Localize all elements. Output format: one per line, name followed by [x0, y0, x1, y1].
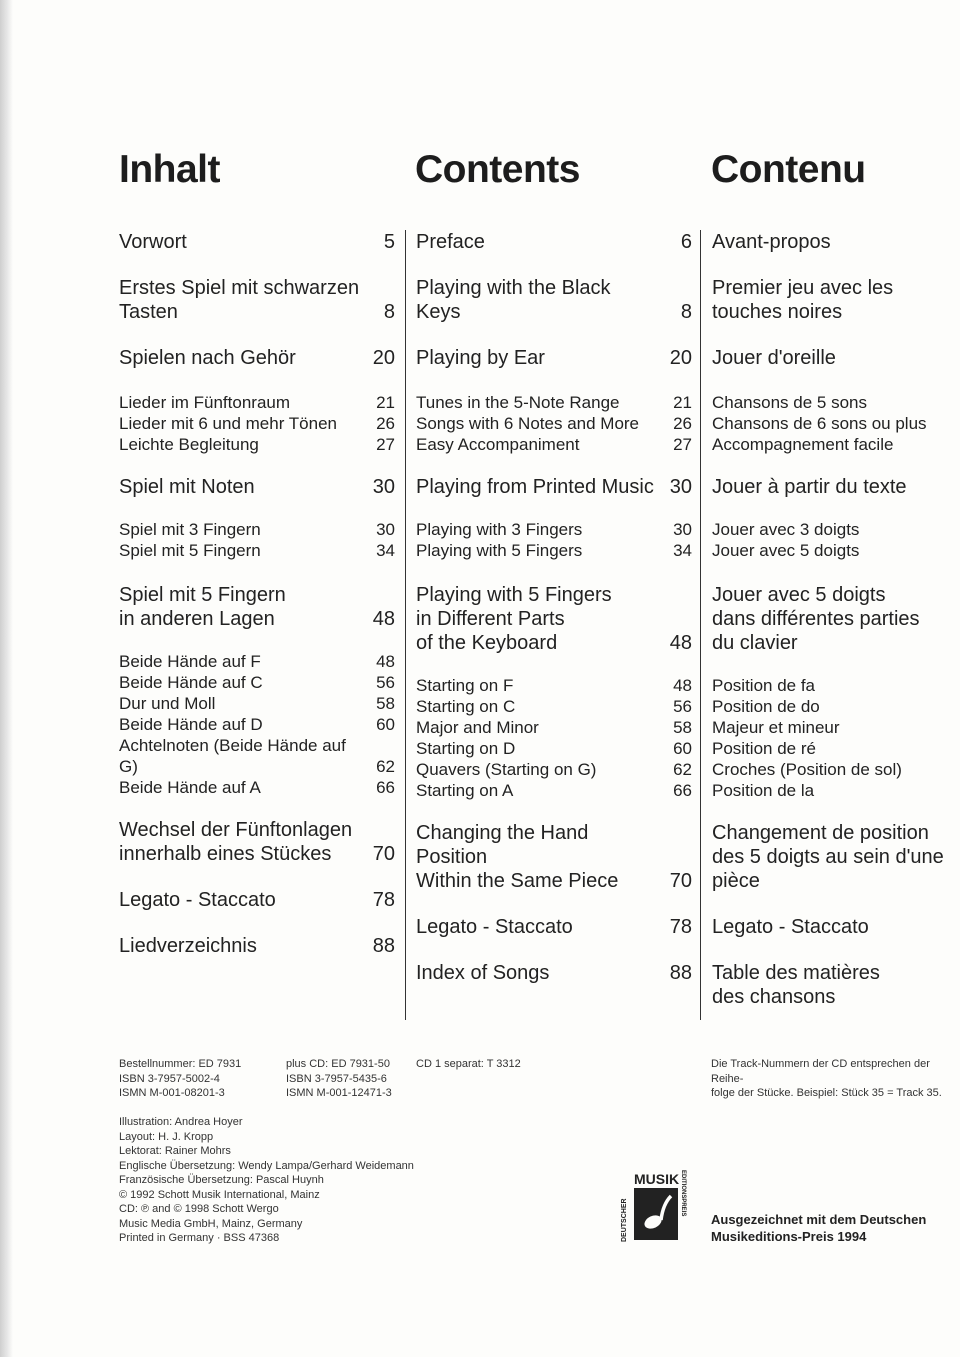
toc-entry-page: 48 — [372, 608, 395, 630]
toc-entry-english — [416, 961, 692, 985]
toc-entry-title: Playing with 3 Fingers — [416, 520, 583, 539]
toc-entry-page: 8 — [383, 301, 395, 323]
logo-left-text: DEUTSCHER — [621, 1198, 628, 1242]
toc-entry-german — [119, 777, 395, 798]
toc-entry-title: Position de do — [712, 697, 820, 716]
toc-entry-french — [712, 821, 960, 893]
toc-entry-page: 70 — [372, 843, 395, 865]
toc-entry-french — [712, 392, 960, 413]
toc-entry-french — [712, 475, 960, 499]
toc-entry-title: Changing the Hand Position Within the Same Piece — [416, 822, 619, 892]
toc-entry-english — [416, 346, 692, 370]
toc-column-german — [119, 230, 395, 958]
toc-entry-page: 66 — [376, 778, 395, 797]
toc-spacer — [416, 801, 692, 821]
toc-spacer — [119, 798, 395, 818]
toc-entry-french — [712, 780, 960, 801]
toc-spacer — [119, 912, 395, 934]
toc-entry-french — [712, 717, 960, 738]
toc-spacer — [712, 939, 960, 961]
toc-entry-title: Position de la — [712, 781, 815, 800]
toc-entry-english — [416, 821, 692, 893]
toc-entry-title: Legato - Staccato — [712, 916, 869, 938]
page-edge-shadow — [0, 0, 13, 1357]
toc-entry-title: Playing with the Black Keys — [416, 277, 611, 323]
cd-separate: CD 1 separat: T 3312 — [416, 1058, 521, 1070]
toc-entry-page: 27 — [376, 435, 395, 454]
toc-entry-english — [416, 696, 692, 717]
toc-entry-page: 48 — [376, 652, 395, 671]
toc-entry-french — [712, 759, 960, 780]
toc-entry-page: 62 — [673, 760, 692, 779]
toc-entry-title: Vorwort — [119, 231, 187, 253]
toc-entry-page: 78 — [669, 916, 692, 938]
toc-entry-title: Quavers (Starting on G) — [416, 760, 597, 779]
toc-entry-french — [712, 675, 960, 696]
toc-entry-page: 30 — [372, 476, 395, 498]
award-text: Ausgezeichnet mit dem Deutschen Musikeditions-Preis 1994 — [711, 1212, 927, 1244]
toc-entry-title: Achtelnoten (Beide Hände auf G) — [119, 736, 346, 776]
toc-entry-title: Premier jeu avec les touches noires — [712, 277, 894, 323]
toc-entry-title: Easy Accompaniment — [416, 435, 580, 454]
toc-entry-title: Changement de position des 5 doigts au sein d'une pièce — [712, 822, 944, 892]
toc-entry-english — [416, 583, 692, 655]
toc-entry-english — [416, 276, 692, 324]
toc-entry-german — [119, 735, 395, 777]
toc-entry-french — [712, 519, 960, 540]
toc-entry-title: Beide Hände auf A — [119, 778, 261, 797]
toc-entry-title: Chansons de 5 sons — [712, 393, 867, 412]
toc-entry-title: Position de fa — [712, 676, 816, 695]
toc-entry-page: 34 — [376, 541, 395, 560]
toc-entry-title: Lieder im Fünftonraum — [119, 393, 291, 412]
toc-spacer — [416, 499, 692, 519]
toc-entry-title: Starting on C — [416, 697, 516, 716]
toc-spacer — [712, 893, 960, 915]
toc-spacer — [119, 324, 395, 346]
toc-entry-page: 78 — [372, 889, 395, 911]
toc-entry-french — [712, 346, 960, 370]
toc-entry-page: 56 — [376, 673, 395, 692]
toc-entry-page: 88 — [372, 935, 395, 957]
toc-entry-french — [712, 915, 960, 939]
toc-entry-french — [712, 540, 960, 561]
logo-top-text: MUSIK — [634, 1171, 680, 1187]
toc-entry-german — [119, 413, 395, 434]
toc-entry-page: 30 — [376, 520, 395, 539]
toc-entry-page: 30 — [669, 476, 692, 498]
toc-entry-title: Playing with 5 Fingers — [416, 541, 583, 560]
toc-entry-english — [416, 519, 692, 540]
order-numbers: Bestellnummer: ED 7931 ISBN 3-7957-5002-4 ISMN M-001-08201-3 — [119, 1058, 242, 1099]
toc-entry-page: 60 — [673, 739, 692, 758]
logo-block — [634, 1188, 678, 1240]
toc-entry-title: Avant-propos — [712, 231, 831, 253]
toc-entry-english — [416, 675, 692, 696]
toc-entry-title: Spielen nach Gehör — [119, 347, 296, 369]
toc-entry-german — [119, 818, 395, 866]
toc-entry-title: Beide Hände auf C — [119, 673, 263, 692]
toc-entry-title: Jouer avec 5 doigts — [712, 541, 860, 560]
toc-spacer — [119, 631, 395, 651]
toc-entry-german — [119, 519, 395, 540]
cd-numbers: plus CD: ED 7931-50 ISBN 3-7957-5435-6 ISMN M-001-12471-3 — [286, 1058, 392, 1099]
logo-right-text: EDITIONSPREIS — [680, 1170, 686, 1217]
toc-entry-title: Majeur et mineur — [712, 718, 840, 737]
toc-entry-english — [416, 230, 692, 254]
toc-entry-german — [119, 392, 395, 413]
toc-spacer — [712, 254, 960, 276]
heading-german: Inhalt — [119, 148, 220, 191]
toc-entry-title: Lieder mit 6 und mehr Tönen — [119, 414, 337, 433]
toc-entry-title: Playing with 5 Fingers in Different Parts of the Keyboard — [416, 584, 612, 654]
toc-spacer — [416, 893, 692, 915]
toc-entry-page: 30 — [673, 520, 692, 539]
toc-spacer — [416, 939, 692, 961]
toc-entry-title: Table des matières des chansons — [712, 962, 880, 1008]
toc-spacer — [712, 324, 960, 346]
toc-entry-french — [712, 738, 960, 759]
toc-entry-page: 66 — [673, 781, 692, 800]
toc-entry-page: 48 — [669, 632, 692, 654]
toc-entry-german — [119, 276, 395, 324]
track-note: Die Track-Nummern der CD entsprechen der Reihe- folge der Stücke. Beispiel: Stück 35 = Track 35. — [711, 1058, 942, 1099]
toc-entry-page: 21 — [376, 393, 395, 412]
toc-entry-english — [416, 413, 692, 434]
toc-entry-german — [119, 346, 395, 370]
toc-entry-english — [416, 475, 692, 499]
toc-entry-title: Legato - Staccato — [416, 916, 573, 938]
toc-entry-german — [119, 651, 395, 672]
toc-entry-french — [712, 434, 960, 455]
toc-entry-title: Tunes in the 5-Note Range — [416, 393, 620, 412]
toc-entry-page: 48 — [673, 676, 692, 695]
toc-entry-german — [119, 540, 395, 561]
toc-entry-title: Legato - Staccato — [119, 889, 276, 911]
toc-entry-english — [416, 780, 692, 801]
toc-spacer — [119, 254, 395, 276]
toc-entry-german — [119, 583, 395, 631]
toc-spacer — [119, 866, 395, 888]
toc-spacer — [712, 801, 960, 821]
toc-entry-german — [119, 230, 395, 254]
toc-entry-title: Croches (Position de sol) — [712, 760, 902, 779]
toc-column-english — [405, 230, 692, 1020]
toc-entry-german — [119, 672, 395, 693]
heading-french: Contenu — [711, 148, 866, 191]
toc-entry-page: 21 — [673, 393, 692, 412]
toc-entry-english — [416, 915, 692, 939]
toc-spacer — [712, 499, 960, 519]
musik-editionspreis-logo — [621, 1168, 689, 1244]
toc-entry-german — [119, 888, 395, 912]
toc-spacer — [712, 655, 960, 675]
toc-entry-title: Dur und Moll — [119, 694, 216, 713]
toc-entry-page: 60 — [376, 715, 395, 734]
toc-spacer — [416, 455, 692, 475]
toc-entry-page: 62 — [376, 757, 395, 776]
toc-entry-title: Liedverzeichnis — [119, 935, 257, 957]
toc-entry-page: 88 — [669, 962, 692, 984]
toc-entry-title: Spiel mit 5 Fingern in anderen Lagen — [119, 584, 286, 630]
toc-entry-page: 8 — [680, 301, 692, 323]
toc-entry-title: Jouer avec 3 doigts — [712, 520, 860, 539]
toc-entry-german — [119, 693, 395, 714]
toc-entry-title: Starting on A — [416, 781, 514, 800]
toc-entry-title: Spiel mit 3 Fingern — [119, 520, 261, 539]
toc-entry-page: 70 — [669, 870, 692, 892]
toc-entry-french — [712, 583, 960, 655]
toc-entry-title: Songs with 6 Notes and More — [416, 414, 640, 433]
toc-entry-title: Playing by Ear — [416, 347, 545, 369]
toc-entry-title: Index of Songs — [416, 962, 550, 984]
toc-entry-title: Major and Minor — [416, 718, 539, 737]
toc-entry-page: 20 — [372, 347, 395, 369]
toc-entry-english — [416, 717, 692, 738]
toc-entry-english — [416, 738, 692, 759]
toc-spacer — [416, 254, 692, 276]
toc-spacer — [416, 370, 692, 392]
toc-spacer — [119, 455, 395, 475]
toc-entry-title: Leichte Begleitung — [119, 435, 259, 454]
heading-english: Contents — [415, 148, 580, 191]
toc-entry-page: 26 — [673, 414, 692, 433]
toc-spacer — [416, 324, 692, 346]
toc-spacer — [119, 561, 395, 583]
toc-spacer — [119, 370, 395, 392]
toc-entry-title: Position de ré — [712, 739, 816, 758]
toc-entry-title: Beide Hände auf F — [119, 652, 261, 671]
toc-entry-title: Beide Hände auf D — [119, 715, 263, 734]
toc-entry-page: 5 — [383, 231, 395, 253]
toc-entry-title: Preface — [416, 231, 485, 253]
toc-entry-french — [712, 276, 960, 324]
toc-entry-page: 58 — [376, 694, 395, 713]
toc-entry-french — [712, 961, 960, 1009]
toc-entry-german — [119, 434, 395, 455]
toc-spacer — [119, 499, 395, 519]
toc-spacer — [416, 655, 692, 675]
toc-entry-title: Jouer avec 5 doigts dans différentes parties du clavier — [712, 584, 920, 654]
toc-entry-title: Starting on F — [416, 676, 514, 695]
toc-entry-english — [416, 434, 692, 455]
toc-entry-page: 27 — [673, 435, 692, 454]
toc-entry-german — [119, 714, 395, 735]
toc-entry-title: Spiel mit Noten — [119, 476, 255, 498]
toc-entry-page: 6 — [680, 231, 692, 253]
toc-spacer — [416, 561, 692, 583]
toc-entry-title: Jouer à partir du texte — [712, 476, 907, 498]
toc-spacer — [712, 370, 960, 392]
toc-entry-page: 20 — [669, 347, 692, 369]
credits: Illustration: Andrea Hoyer Layout: H. J. Kropp Lektorat: Rainer Mohrs Englische Übersetzung: Wendy Lampa/Gerhard Weidemann Französische Übersetzung: Pascal Huynh © 1992 Schott Musik International, Mainz CD: ℗ and © 1998 Schott Wergo Music Media GmbH, Mainz, Germany Printed in Germany · BSS 47368 — [119, 1116, 414, 1244]
toc-entry-title: Starting on D — [416, 739, 516, 758]
toc-entry-english — [416, 540, 692, 561]
toc-entry-title: Jouer d'oreille — [712, 347, 836, 369]
toc-spacer — [712, 455, 960, 475]
toc-entry-title: Chansons de 6 sons ou plus — [712, 414, 927, 433]
toc-entry-english — [416, 759, 692, 780]
toc-entry-title: Accompagnement facile — [712, 435, 894, 454]
toc-entry-title: Playing from Printed Music — [416, 476, 654, 498]
toc-entry-french — [712, 230, 960, 254]
toc-entry-page: 34 — [673, 541, 692, 560]
toc-entry-page: 26 — [376, 414, 395, 433]
toc-spacer — [712, 561, 960, 583]
toc-entry-german — [119, 934, 395, 958]
toc-entry-title: Spiel mit 5 Fingern — [119, 541, 261, 560]
toc-column-french — [700, 230, 960, 1020]
toc-entry-german — [119, 475, 395, 499]
toc-entry-title: Wechsel der Fünftonlagen innerhalb eines Stückes — [119, 819, 353, 865]
toc-entry-french — [712, 413, 960, 434]
toc-entry-french — [712, 696, 960, 717]
toc-entry-english — [416, 392, 692, 413]
toc-entry-title: Erstes Spiel mit schwarzen Tasten — [119, 277, 360, 323]
toc-entry-page: 58 — [673, 718, 692, 737]
toc-entry-page: 56 — [673, 697, 692, 716]
